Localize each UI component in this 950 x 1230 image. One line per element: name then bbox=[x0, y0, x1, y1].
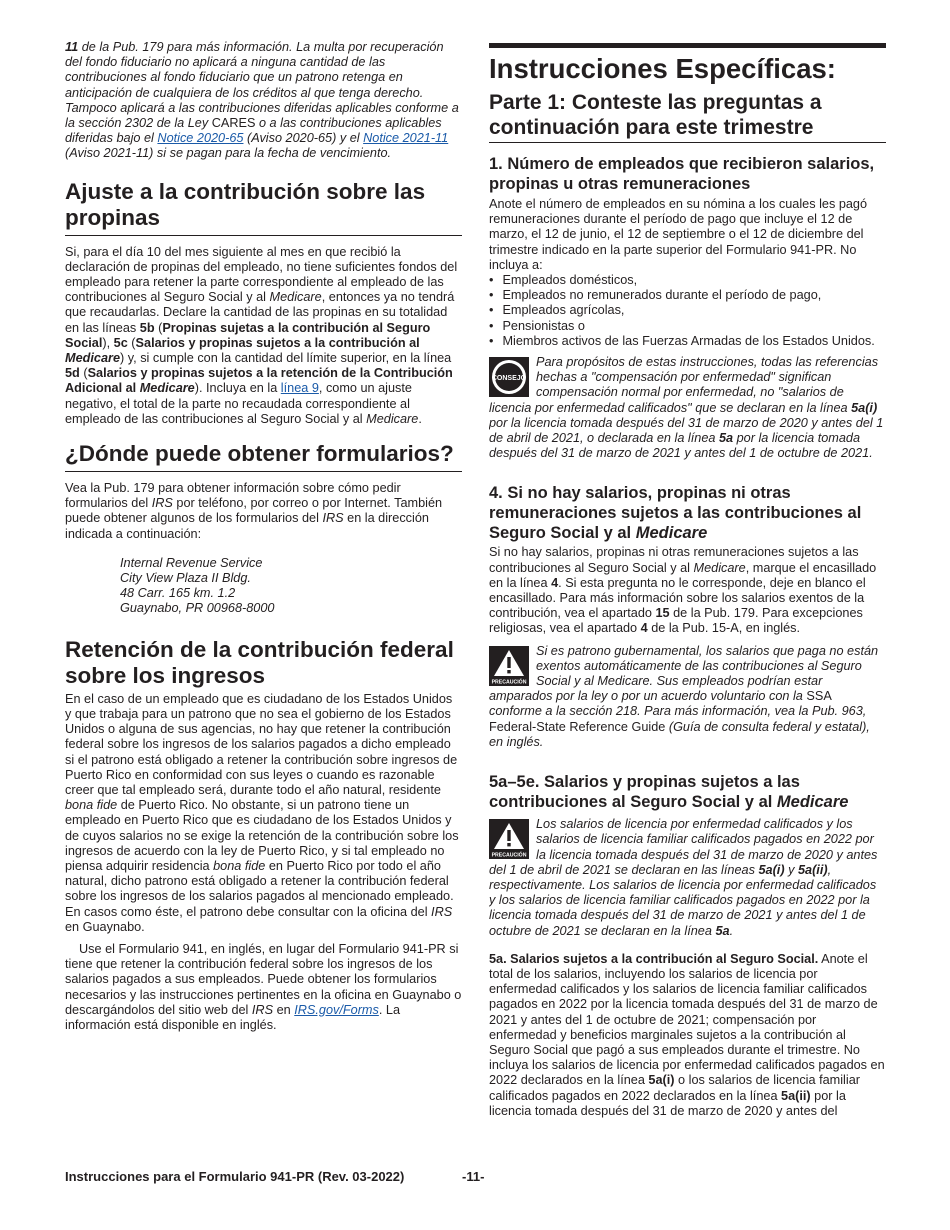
irs-forms-link[interactable]: IRS.gov/Forms bbox=[294, 1002, 379, 1017]
page-title: Instrucciones Específicas: bbox=[489, 43, 886, 86]
section-4-heading: 4. Si no hay salarios, propinas ni otras remuneraciones sujetos a las contribuciones al Seguro Social y al Medicare bbox=[489, 484, 862, 543]
list-item: • Miembros activos de las Fuerzas Armadas de los Estados Unidos. bbox=[489, 334, 886, 349]
ajuste-paragraph: Si, para el día 10 del mes siguiente al mes en que recibió la declaración de propinas del empleado, no tiene suficientes fondos del empleado para retener la parte correspondiente al empleado de las contribuciones al Seguro Social y al Medicare, entonces ya no tendrá que recaudarlas. Declare la cantidad de las propinas en su totalidad en las líneas 5b (Propinas sujetas a la contribución al Seguro Social), 5c (Salarios y propinas sujetos a la contribución al Medicare) y, si cumple con la cantidad del límite superior, en la línea 5d (Salarios y propinas sujetos a la retención de la Contribución Adicional al Medicare). Incluya en la línea 9, como un ajuste negativo, el total de la parte no recaudada correspondiente al empleado de las contribuciones al Seguro Social y al Medicare. bbox=[65, 244, 458, 426]
notice-2021-11-link[interactable]: Notice 2021-11 bbox=[363, 131, 449, 146]
heading-retencion: Retención de la contribución federal sobre los ingresos bbox=[65, 636, 454, 688]
list-item: • Empleados agrícolas, bbox=[489, 303, 886, 318]
caution-icon bbox=[489, 646, 529, 686]
caution-note-4: PRECAUCIÓN Si es patrono gubernamental, los salarios que paga no están exentos automáticamente de las contribuciones al Seguro Social y al Medicare. Sus empleados podrían estar amparados por la ley o por un acuerdo voluntario con la SSA conforme a la sección 218. Para más información, vea la Pub. 963, Federal-State Reference Guide (Guía de consulta federal y estatal), en inglés. bbox=[489, 643, 879, 749]
caution-icon bbox=[489, 819, 529, 859]
consejo-icon bbox=[489, 357, 529, 397]
tip-note: CONSEJO Para propósitos de estas instrucciones, todas las referencias hechas a "compensación por enfermedad" significan compensación normal por enfermedad, no "salarios de licencia por enfermedad calificados" que se declaran en la línea 5a(i) por la licencia tomada después del 31 de marzo de 2020 y antes del 1 de abril de 2021, o declarada en la línea 5a por la licencia tomada después del 31 de marzo de 2021 y antes del 1 de octubre de 2021. bbox=[489, 355, 884, 461]
section-1-heading: 1. Número de empleados que recibieron salarios, propinas u otras remuneraciones bbox=[489, 155, 875, 193]
section-5a-paragraph: 5a. Salarios sujetos a la contribución al Seguro Social. Anote el total de los salarios, incluyendo los salarios de licencia por enfermedad calificados y los salarios de licencia familiar calificados pagados en 2022 por la licencia tomada después del 31 de marzo de 2021 y antes del 1 de octubre de 2021; compensación por enfermedad y beneficios marginales sujetos a la contribución al Seguro Social que pagó a sus empleados durante el trimestre. No incluya los salarios de licencia por enfermedad calificados pagados en 2022 declarados en la línea 5a(i) o los salarios de licencia familiar calificados pagados en 2022 declarados en la línea 5a(ii) por la licencia tomada después del 31 de marzo de 2020 y antes del bbox=[489, 951, 885, 1118]
retencion-paragraph-2: Use el Formulario 941, en inglés, en lugar del Formulario 941-PR si tiene que retener la contribución federal sobre los ingresos de los salarios pagados a sus empleados. Puede obtener los formularios necesarios y las instrucciones pertinentes en la oficina en Guaynabo o descargándolos del sitio web del IRS en IRS.gov/Forms. La información está disponible en inglés. bbox=[65, 941, 462, 1032]
exclusion-list bbox=[489, 273, 886, 349]
caution-label: PRECAUCIÓN bbox=[491, 852, 527, 859]
heading-donde: ¿Dónde puede obtener formularios? bbox=[65, 441, 462, 472]
page-number: -11- bbox=[462, 1169, 485, 1184]
caution-note-5: PRECAUCIÓN Los salarios de licencia por enfermedad calificados y los salarios de licencia familiar calificados pagados en 2022 por la licencia tomada después del 31 de marzo de 2020 y antes del 1 de abril de 2021 se declaran en las líneas 5a(i) y 5a(ii), respectivamente. Los salarios de licencia por enfermedad calificados y los salarios de licencia familiar calificados pagados en 2022 por la licencia tomada después del 31 de marzo de 2021 y antes del 1 de octubre de 2021 se declaran en la línea 5a. bbox=[489, 817, 878, 938]
section-4-paragraph: Si no hay salarios, propinas ni otras remuneraciones sujetos a las contribuciones al Seguro Social y al Medicare, marque el encasillado en la línea 4. Si esta pregunta no le corresponde, deje en blanco el encasillado. Para más información sobre los salarios exentos de la contribución, vea el apartado 15 de la Pub. 179. Para excepciones religiosas, vea el apartado 4 de la Pub. 15-A, en inglés. bbox=[489, 545, 877, 636]
list-item: • Empleados domésticos, bbox=[489, 273, 886, 288]
section-1-paragraph: Anote el número de empleados en su nómina a los cuales les pagó remuneraciones durante el período de pago que incluye el 12 de marzo, el 12 de junio, el 12 de septiembre o el 12 de diciembre del trimestre indicado en la parte superior del Formulario 941-PR. No incluya a: bbox=[489, 197, 868, 272]
heading-ajuste: Ajuste a la contribución sobre las propinas bbox=[65, 179, 462, 236]
retencion-paragraph-1: En el caso de un empleado que es ciudadano de los Estados Unidos y que trabaja para un patrono que no sea el gobierno de los Estados Unidos o alguna de sus agencias, no hay que retener la contribución federal sobre los ingresos de los salarios pagados a dicho empleado si el patrono está obligado a retener la contribución sobre ingresos de Puerto Rico en conformidad con sus leyes o cuando es razonable creer que tal empleado será, durante todo el año natural, residente bona fide de Puerto Rico. No obstante, si un patrono tiene un empleado en Puerto Rico que es ciudadano de los Estados Unidos y de cuyos salarios no se exige la retención de la contribución sobre los ingresos de acuerdo con la ley de Puerto Rico, y si tal empleado no piensa adquirir residencia bona fide en Puerto Rico por todo el año natural, dicho patrono está obligado a retener la contribución federal sobre los ingresos de los salarios pagados al mencionado empleado. En casos como éste, el patrono debe consultar con la oficina del IRS en Guaynabo. bbox=[65, 691, 459, 934]
caution-label: PRECAUCIÓN bbox=[491, 679, 527, 686]
left-column bbox=[65, 40, 462, 1033]
intro-paragraph: 11 de la Pub. 179 para más información. La multa por recuperación del fondo fiduciario no aplicará a ninguna cantidad de las contribuciones al fondo fiduciario que un patrono retenga en anticipación de cualquiera de los créditos al que tenga derecho. Tampoco aplicará a las contribuciones diferidas aplicables conforme a la sección 2302 de la Ley CARES o a las contribuciones aplicables diferidas bajo el Notice 2020-65 (Aviso 2020-65) y el Notice 2021-11 (Aviso 2021-11) si se pagan para la fecha de vencimiento. bbox=[65, 40, 459, 161]
section-5-heading: 5a–5e. Salarios y propinas sujetos a las contribuciones al Seguro Social y al Medicare bbox=[489, 773, 849, 812]
consejo-label: CONSEJO bbox=[491, 375, 527, 383]
notice-2020-65-link[interactable]: Notice 2020-65 bbox=[157, 131, 244, 146]
linea-9-link[interactable]: línea 9 bbox=[280, 381, 319, 396]
right-column bbox=[489, 43, 886, 1119]
irs-address: Internal Revenue Service City View Plaza II Bldg. 48 Carr. 165 km. 1.2 Guaynabo, PR 00968-8000 bbox=[120, 555, 275, 616]
donde-paragraph: Vea la Pub. 179 para obtener información sobre cómo pedir formularios del IRS por teléfono, por correo o por Internet. También puede obtener algunos de los formularios del IRS en la dirección indicada a continuación: bbox=[65, 481, 443, 541]
list-item: • Pensionistas o bbox=[489, 319, 886, 334]
part-1-heading: Parte 1: Conteste las preguntas a continuación para este trimestre bbox=[489, 90, 886, 143]
footer-title: Instrucciones para el Formulario 941-PR (Rev. 03-2022) bbox=[65, 1169, 405, 1184]
list-item: • Empleados no remunerados durante el período de pago, bbox=[489, 288, 886, 303]
